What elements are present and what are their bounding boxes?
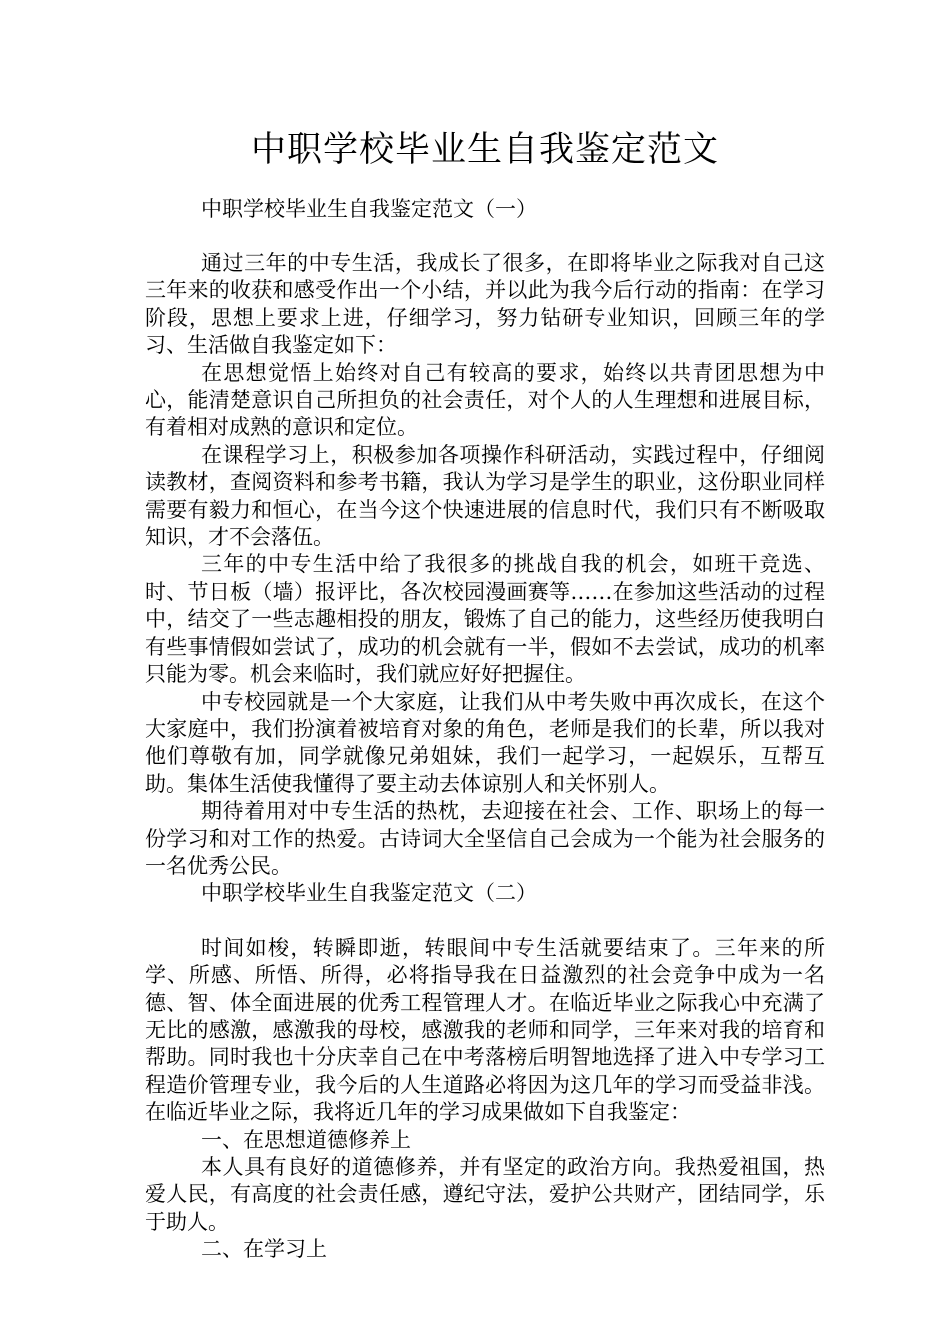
section-1-paragraph-4: 三年的中专生活中给了我很多的挑战自我的机会，如班干竞选、时、节日板（墙）报评比，各次校园漫画赛等……在参加这些活动的过程中，结交了一些志趣相投的朋友，锻炼了自己的能力，这些经历使我明白有些事情假如尝试了，成功的机会就有一半，假如不去尝试，成功的机率只能为零。机会来临时，我们就应好好把握住。 bbox=[145, 552, 825, 687]
section-2-subheading-1: 一、在思想道德修养上 bbox=[201, 1127, 411, 1152]
blank-line bbox=[145, 223, 825, 250]
section-2-subheading-2: 二、在学习上 bbox=[201, 1237, 327, 1262]
section-1-paragraph-2: 在思想觉悟上始终对自己有较高的要求，始终以共青团思想为中心，能清楚意识自己所担负的社会责任，对个人的人生理想和进展目标，有着相对成熟的意识和定位。 bbox=[145, 360, 825, 440]
section-1-heading: 中职学校毕业生自我鉴定范文（一） bbox=[201, 197, 537, 221]
section-1-paragraph-6: 期待着用对中专生活的热枕，去迎接在社会、工作、职场上的每一份学习和对工作的热爱。古诗词大全坚信自己会成为一个能为社会服务的一名优秀公民。 bbox=[145, 799, 825, 878]
blank-line bbox=[145, 908, 825, 935]
section-2-heading: 中职学校毕业生自我鉴定范文（二） bbox=[201, 881, 537, 906]
document-page bbox=[145, 0, 825, 1264]
section-2-intro: 时间如梭，转瞬即逝，转眼间中专生活就要结束了。三年来的所学、所感、所悟、所得，必将指导我在日益激烈的社会竞争中成为一名德、智、体全面进展的优秀工程管理人才。在临近毕业之际我心中充满了无比的感激，感激我的母校，感激我的老师和同学，三年来对我的培育和帮助。同时我也十分庆幸自己在中考落榜后明智地选择了进入中专学习工程造价管理专业，我今后的人生道路必将因为这几年的学习而受益非浅。在临近毕业之际，我将近几年的学习成果做如下自我鉴定： bbox=[145, 935, 825, 1125]
section-1-paragraph-5: 中专校园就是一个大家庭，让我们从中考失败中再次成长，在这个大家庭中，我们扮演着被培育对象的角色，老师是我们的长辈，所以我对他们尊敬有加，同学就像兄弟姐妹，我们一起学习，一起娱乐，互帮互助。集体生活使我懂得了要主动去体谅别人和关怀别人。 bbox=[145, 689, 825, 796]
section-1-paragraph-1: 通过三年的中专生活，我成长了很多，在即将毕业之际我对自己这三年来的收获和感受作出一个小结，并以此为我今后行动的指南：在学习阶段，思想上要求上进，仔细学习，努力钻研专业知识，回顾三年的学习、生活做自我鉴定如下： bbox=[145, 251, 825, 358]
section-2-paragraph-1: 本人具有良好的道德修养，并有坚定的政治方向。我热爱祖国，热爱人民，有高度的社会责任感，遵纪守法，爱护公共财产，团结同学，乐于助人。 bbox=[145, 1155, 825, 1234]
document-title: 中职学校毕业生自我鉴定范文 bbox=[250, 130, 719, 170]
section-1-paragraph-3: 在课程学习上，积极参加各项操作科研活动，实践过程中，仔细阅读教材，查阅资料和参考书籍，我认为学习是学生的职业，这份职业同样需要有毅力和恒心，在当今这个快速进展的信息时代，我们只有不断吸取知识，才不会落伍。 bbox=[145, 442, 825, 550]
